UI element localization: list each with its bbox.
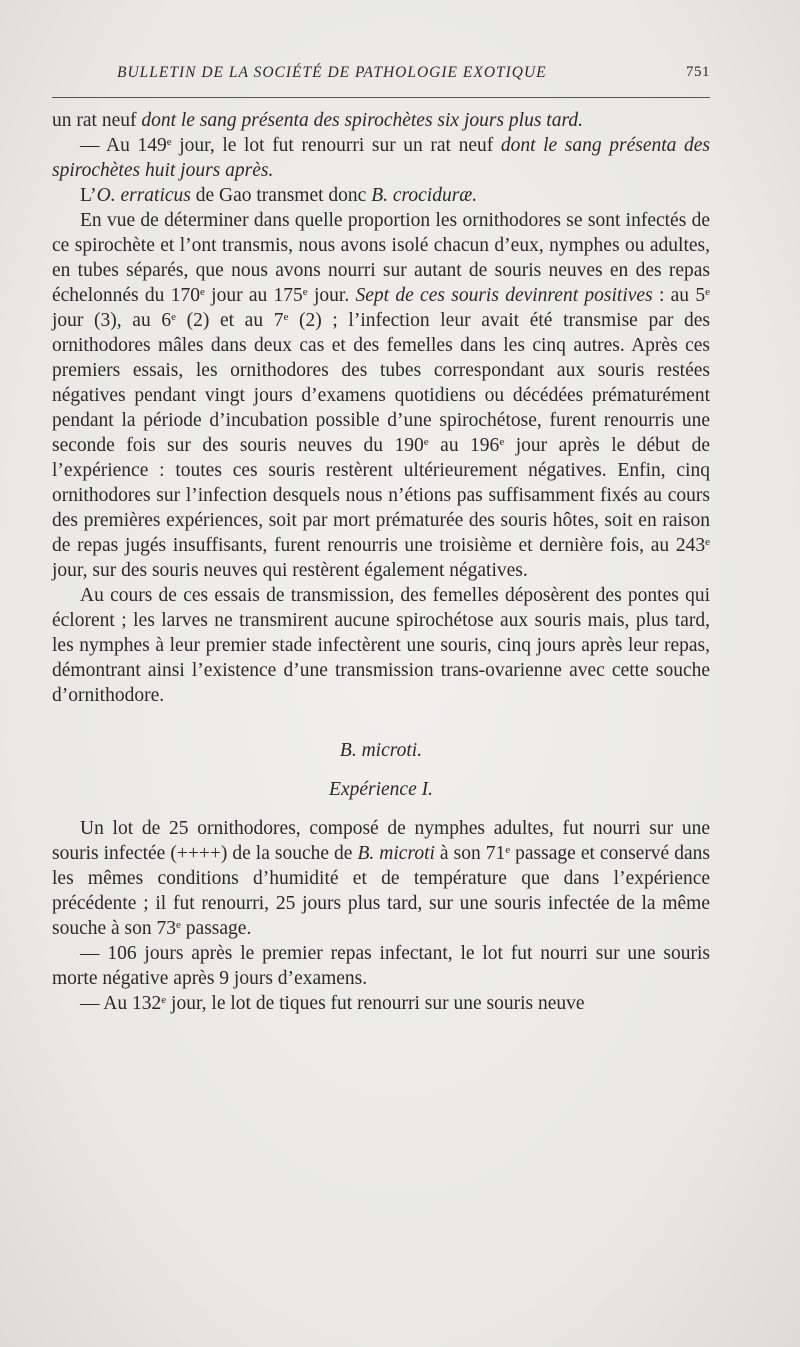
- running-title: BULLETIN DE LA SOCIÉTÉ DE PATHOLOGIE EXOTIQUE: [117, 64, 547, 81]
- paragraph: — 106 jours après le premier repas infectant, le lot fut nourri sur une souris morte négative après 9 jours d’examens.: [52, 943, 710, 989]
- header-rule: [52, 97, 710, 98]
- superscript: e: [176, 919, 181, 931]
- text-run: jour (3), au 6: [52, 310, 172, 331]
- italic-run: B. crociduræ.: [371, 185, 478, 206]
- text-run: — Au 132: [80, 993, 162, 1014]
- text-run: passage.: [180, 918, 252, 939]
- paragraph: Au cours de ces essais de transmission, des femelles déposèrent des pontes qui éclorent ; les larves ne transmirent aucune spirochétose aux souris mais, plus tard, les nymphes à leur premier stade infectèrent une souris, cinq jours après leur repas, démontrant ainsi l’existence d’une transmission trans-ovarienne avec cette souche d’ornithodore.: [52, 585, 710, 706]
- text-run: (2) et au 7: [175, 310, 284, 331]
- text-run: jour, sur des souris neuves qui restèrent également négatives.: [52, 560, 528, 581]
- superscript: e: [302, 286, 308, 298]
- italic-run: dont le sang présenta des spirochètes six jours plus tard.: [141, 110, 583, 131]
- text-run: En vue de déterminer dans quelle proportion les ornithodores se sont infectés de ce spirochète et l’ont transmis, nous avons isolé chacun d’eux, nymphes ou adultes, en tubes séparés, que nous avons nourri sur autant de souris neuves en des repas échelonnés du 170: [52, 210, 710, 306]
- text-run: : au 5: [652, 285, 706, 306]
- italic-run: Sept de ces souris devinrent positives: [355, 285, 653, 306]
- text-run: jour, le lot fut renourri sur un rat neuf: [171, 135, 501, 156]
- superscript: e: [705, 536, 710, 548]
- superscript: e: [705, 286, 710, 298]
- paragraph: [52, 816, 710, 941]
- body-text: [52, 108, 710, 1016]
- superscript: e: [283, 311, 289, 323]
- text-run: jour au 175: [204, 285, 303, 306]
- superscript: e: [166, 136, 172, 148]
- text-run: — Au 149: [80, 135, 167, 156]
- subsection-heading: Expérience I.: [329, 779, 433, 800]
- text-run: jour, le lot de tiques fut renourri sur une souris neuve: [166, 993, 585, 1014]
- text-run: un rat neuf: [52, 110, 142, 131]
- page-number: 751: [686, 64, 710, 80]
- superscript: e: [161, 994, 167, 1006]
- text-run: de Gao transmet donc: [190, 185, 372, 206]
- paragraph: [52, 108, 710, 133]
- paragraph: [52, 133, 710, 183]
- text-run: Un lot de 25 ornithodores, composé de nymphes adultes, fut nourri sur une souris infectée (++++) de la souche de: [52, 818, 710, 864]
- text-run: à son 71: [434, 843, 506, 864]
- section-heading: B. microti.: [339, 740, 423, 761]
- paragraph: [52, 208, 710, 583]
- superscript: e: [199, 286, 205, 298]
- paragraph: [52, 991, 710, 1016]
- superscript: e: [171, 311, 176, 323]
- text-run: L’: [80, 185, 97, 206]
- text-run: jour après le début de l’expérience : toutes ces souris restèrent ultérieurement négatives. Enfin, cinq ornithodores sur l’infection desquels nous n’étions pas suffisamment fixés au cours des premières expériences, soit par mort prématurée des souris hôtes, soit en raison de repas jugés insuffisants, furent renourris une troisième et dernière fois, au 243: [52, 435, 710, 556]
- superscript: e: [499, 436, 505, 448]
- italic-run: O. erraticus: [96, 185, 191, 206]
- running-header: [52, 64, 710, 88]
- text-run: (2) ; l’infection leur avait été transmise par des ornithodores mâles dans deux cas et des femelles dans les cinq autres. Après ces premiers essais, les ornithodores des tubes correspondant aux souris restées négatives pendant vingt jours d’examens quotidiens ou décédées prématurément pendant la période d’incubation possible d’une spirochétose, furent renourris une seconde fois sur des souris neuves du 190: [52, 310, 710, 456]
- text-run: passage et conservé dans les mêmes conditions d’humidité et de température que dans l’expérience précédente ; il fut renourri, 25 jours plus tard, sur une souris infectée de la même souche à son 73: [52, 843, 710, 939]
- italic-run: dont le sang présenta des spirochètes huit jours après.: [52, 135, 710, 181]
- italic-run: B. microti: [357, 843, 435, 864]
- text-run: jour.: [307, 285, 356, 306]
- text-run: au 196: [428, 435, 500, 456]
- superscript: e: [423, 436, 429, 448]
- paragraph: [52, 183, 710, 208]
- superscript: e: [505, 844, 511, 856]
